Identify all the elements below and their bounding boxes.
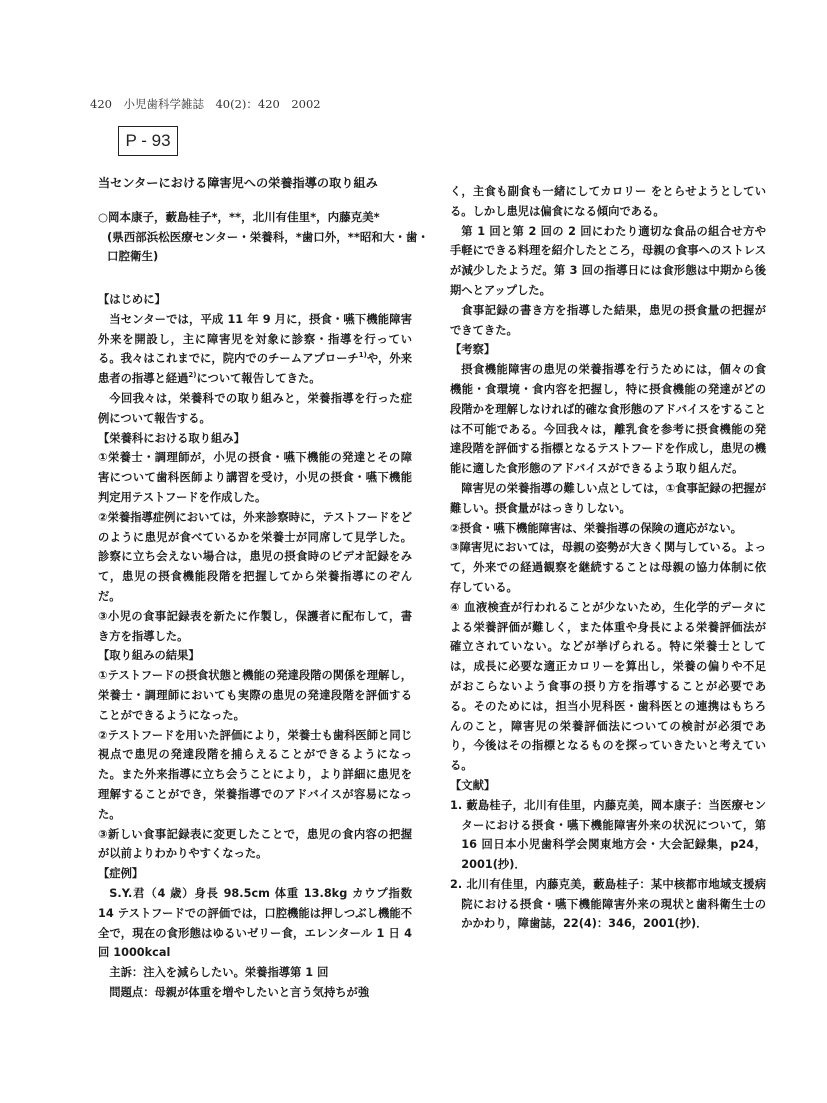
intro-paragraph-2: 今回我々は，栄養科での取り組みと，栄養指導を行った症例について報告する。	[98, 391, 412, 425]
poster-id-box: P - 93	[118, 126, 178, 156]
author-affiliation: (県西部浜松医療センター・栄養科，*歯口外，**昭和大・歯・口腔衛生)	[107, 229, 429, 263]
author-block	[98, 208, 438, 267]
section-heading-discussion: 【考察】	[450, 343, 496, 357]
results-item-1: ①テストフードの摂食状態と機能の発達段階の関係を理解し，栄養士・調理師においても実際の患児の発達段階を評価することができるようになった。	[98, 669, 412, 722]
left-column	[98, 290, 412, 1003]
citation-2: 2)	[188, 371, 197, 380]
efforts-item-3: ③小児の食事記録表を新たに作製し，保護者に配布して，書き方を指導した。	[98, 609, 412, 643]
case-continued-2: 第 1 回と第 2 回の 2 回にわたり適切な食品の組合せ方や手軽にできる料理を紹介したところ，母親の食事へのストレスが減少したようだ。第 3 回の指導日には食形態は中期から後期へとアップした。	[450, 224, 766, 297]
citation-1: 1)	[358, 351, 367, 360]
case-paragraph-2: 主訴：注入を減らしたい。栄養指導第 1 回	[109, 966, 329, 980]
section-heading-introduction: 【はじめに】	[98, 293, 166, 306]
reference-1: 1. 藪島桂子，北川有佳里，内藤克美，岡本康子：当医療センターにおける摂食・嚥下機能障害外来の状況について，第 16 回日本小児歯科学会関東地方会・大会記録集，p24，2001(抄)．	[450, 798, 766, 872]
section-heading-case: 【症例】	[98, 867, 144, 881]
efforts-item-2: ②栄養指導症例においては，外来診察時に，テストフードをどのように患児が食べているかを栄養士が同席して見学した。診察に立ち会えない場合は，患児の摂食時のビデオ記録をみて，患児の摂食機能段階を把握してから栄養指導にのぞんだ。	[98, 510, 412, 603]
discussion-paragraph-1: 摂食機能障害の患児の栄養指導を行うためには，個々の食機能・食環境・食内容を把握し，特に摂食機能の発達がどの段階かを理解しなければ的確な食形態のアドバイスをすることは不可能である。今回我々は，離乳食を参考に摂食機能の発達段階を評価する指標となるテストフードを作成し，患児の機能に適した食形態のアドバイスができるよう取り組んだ。	[450, 363, 766, 476]
discussion-item-3: ③障害児においては，母親の姿勢が大きく関与している。よって，外来での経過観察を継続することは母親の協力体制に依存している。	[450, 541, 766, 594]
discussion-paragraph-2: 障害児の栄養指導の難しい点としては，①食事記録の把握が難しい。摂食量がはっきりしない。	[450, 481, 766, 515]
case-continued-1: く，主食も副食も一緒にしてカロリー をとらせようとしている。しかし患児は偏食になる傾向である。	[450, 185, 766, 218]
author-names: ○岡本康子，藪島桂子*，**，北川有佳里*，内藤克美*	[98, 210, 380, 224]
journal-header: 420 小児歯科学雑誌 40(2)：420 2002	[90, 97, 321, 111]
article-title: 当センターにおける障害児への栄養指導の取り組み	[98, 176, 378, 190]
section-heading-efforts: 【栄養科における取り組み】	[98, 431, 245, 445]
case-paragraph-3: 問題点：母親が体重を増やしたいと言う気持ちが強	[109, 985, 370, 999]
section-heading-references: 【文献】	[450, 778, 496, 792]
intro-paragraph-1: 当センターでは，平成 11 年 9 月に，摂食・嚥下機能障害外来を開設し，主に障害児を対象に診察・指導を行っている。我々はこれまでに，院内でのチームアプローチ$^{1)}$や，外来患者の指導と経過$^{2)}$について報告してきた。	[98, 312, 412, 386]
case-paragraph-1: S.Y.君（4 歳）身長 98.5cm 体重 13.8kg カウプ指数 14 テストフードでの評価では，口腔機能は押しつぶし機能不全で，現在の食形態はゆるいゼリー食，エレンタール 1 日 4 回 1000kcal	[98, 886, 412, 960]
discussion-item-2: ②摂食・嚥下機能障害は、栄養指導の保険の適応がない。	[450, 521, 742, 535]
right-column	[450, 182, 766, 934]
case-continued-3: 食事記録の書き方を指導した結果，患児の摂食量の把握ができてきた。	[450, 303, 766, 337]
results-item-2: ②テストフードを用いた評価により，栄養士も歯科医師と同じ視点で患児の発達段階を捕らえることができるようになった。また外来指導に立ち会うことにより，より詳細に患児を理解することができ，栄養指導でのアドバイスが容易になった。	[98, 728, 412, 821]
section-heading-results: 【取り組みの結果】	[98, 649, 200, 663]
results-item-3: ③新しい食事記録表に変更したことで，患児の食内容の把握が以前よりわかりやすくなった。	[98, 827, 412, 861]
efforts-item-1: ①栄養士・調理師が，小児の摂食・嚥下機能の発達とその障害について歯科医師より講習を受け，小児の摂食・嚥下機能判定用テストフードを作成した。	[98, 451, 412, 504]
discussion-item-4: ④ 血液検査が行われることが少ないため，生化学的データによる栄養評価が難しく，また体重や身長による栄養評価法が確立されていない。などが挙げられる。特に栄養士としては，成長に必要な適正カロリーを算出し，栄養の偏りや不足がおこらないよう食事の摂り方を指導することが必要である。そのためには，担当小児科医・歯科医との連携はもちろんのこと，障害児の栄養評価法についての検討が必須であり，今後はその指標となるものを探っていきたいと考えている。	[450, 600, 766, 773]
reference-2: 2. 北川有佳里，内藤克美，藪島桂子：某中核都市地域支援病院における摂食・嚥下機能障害外来の現状と歯科衛生士のかかわり，障歯誌，22(4)：346，2001(抄)．	[450, 877, 766, 931]
